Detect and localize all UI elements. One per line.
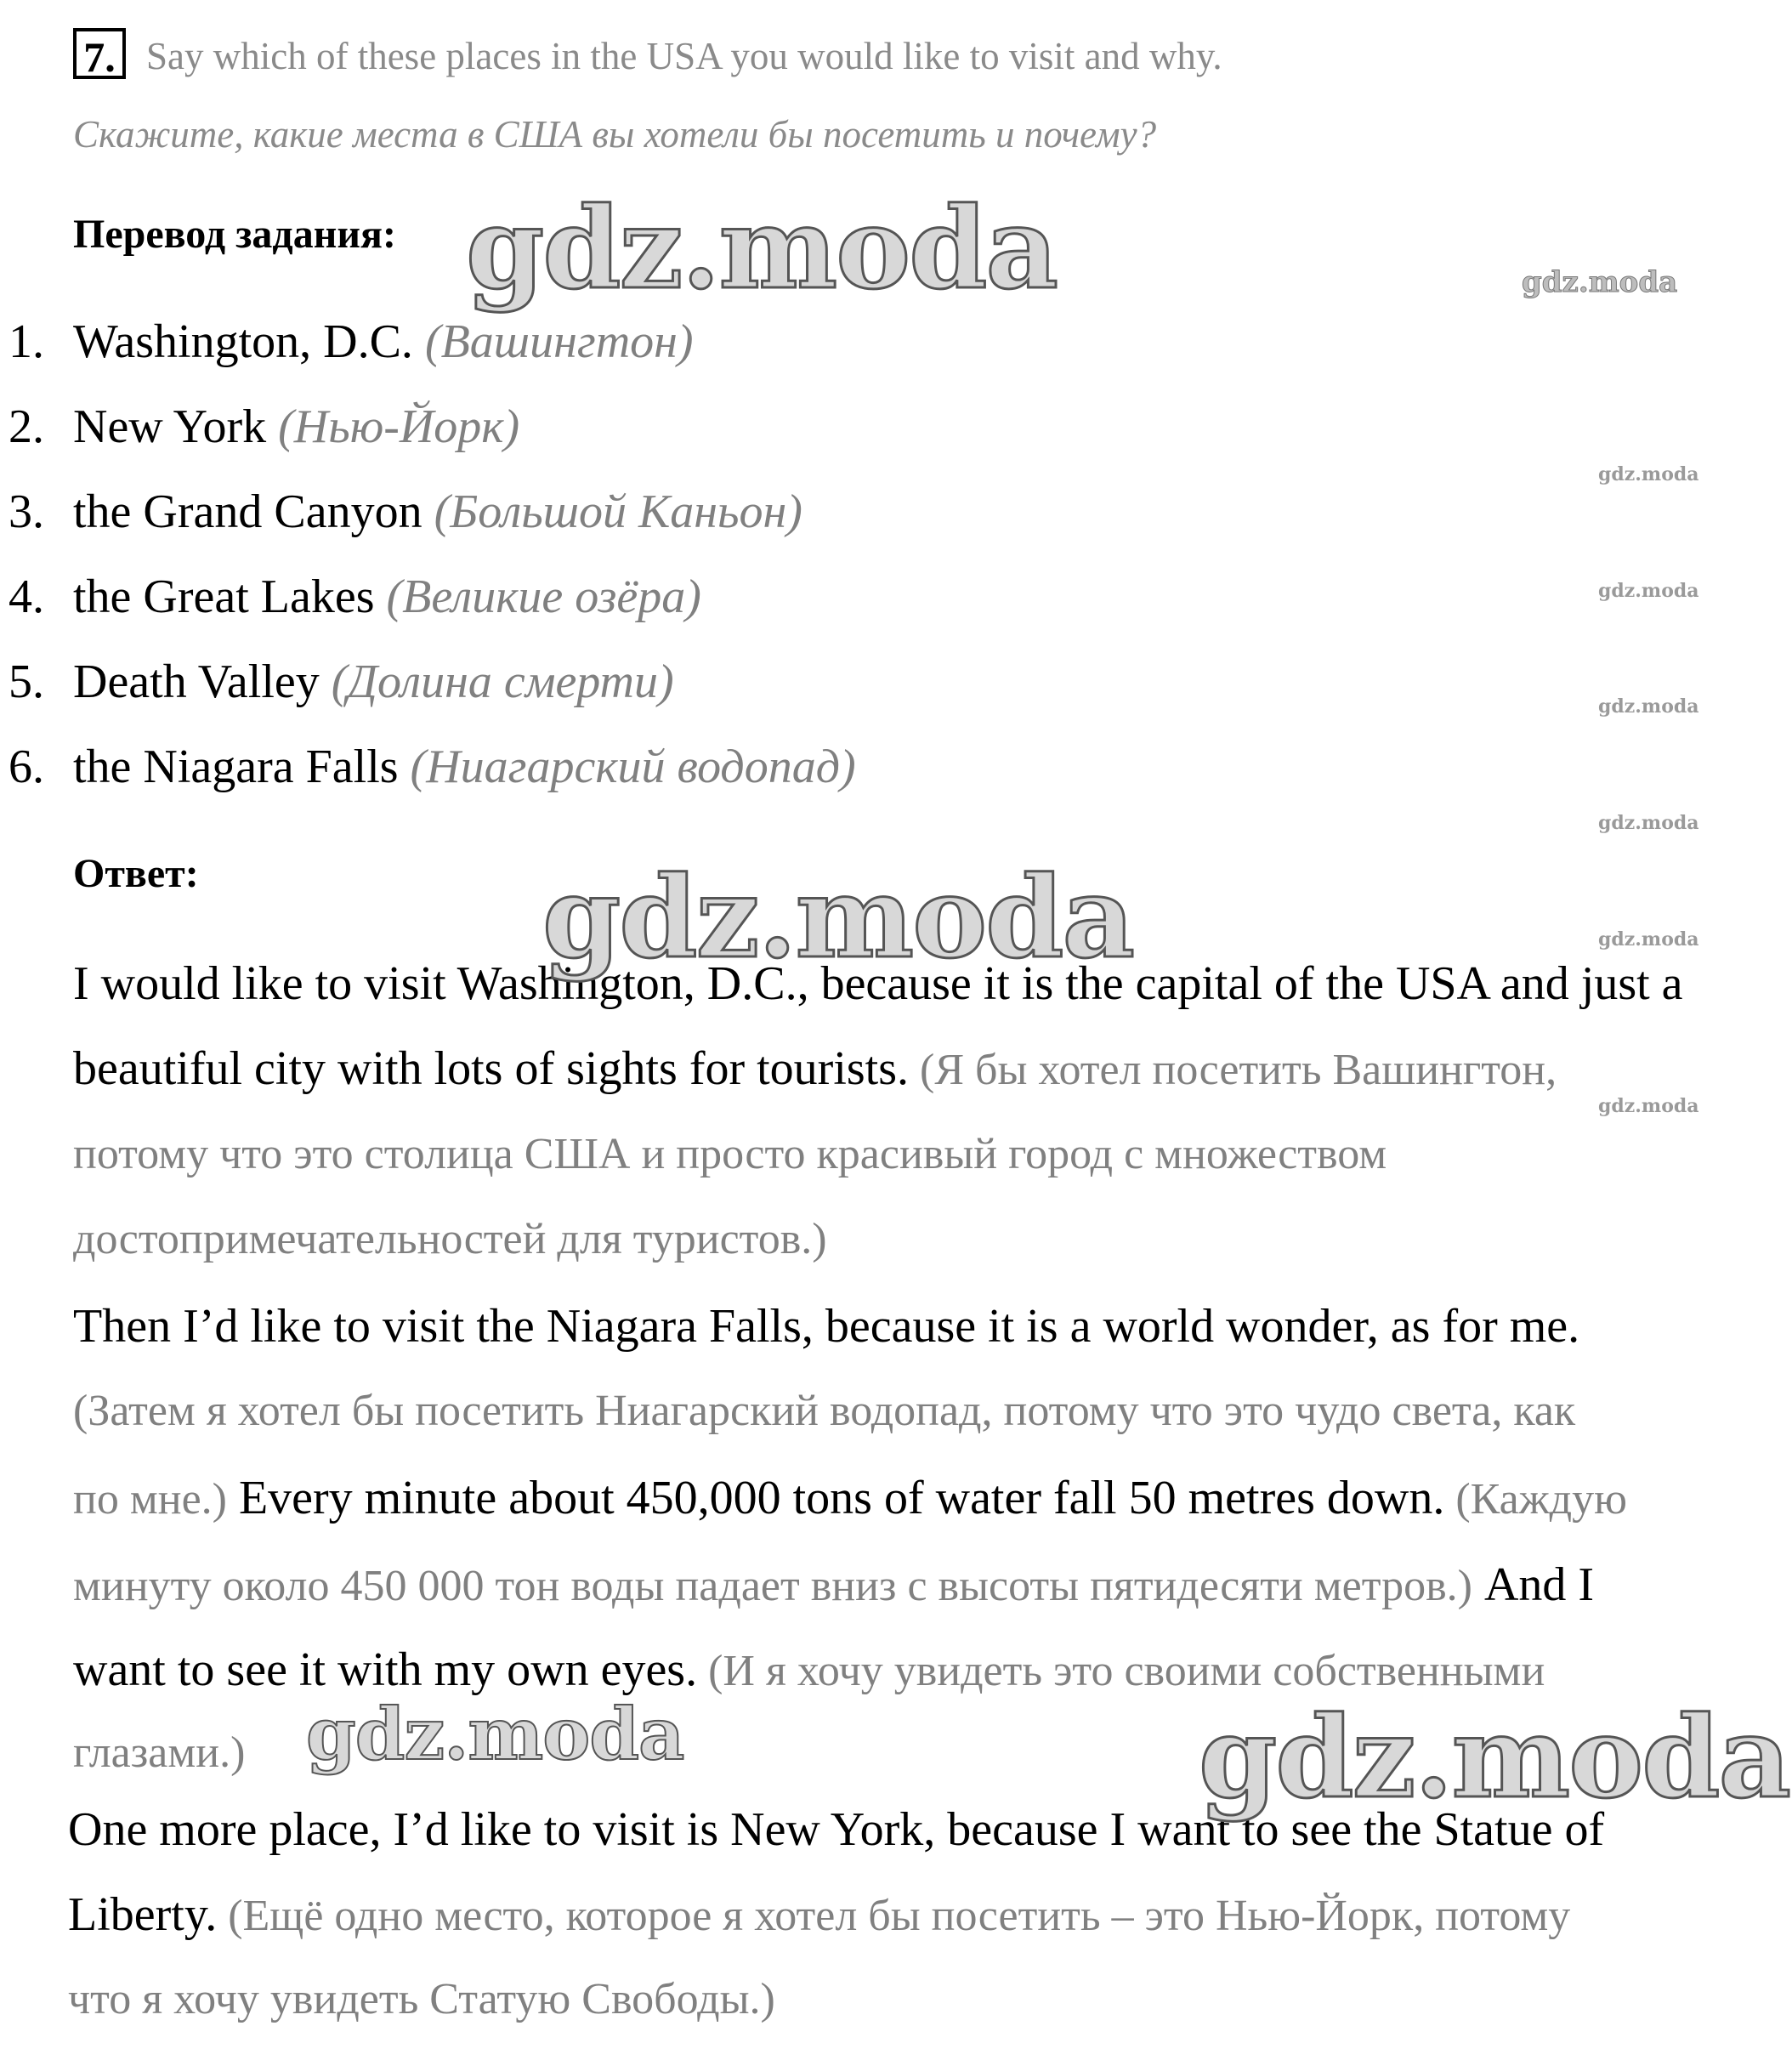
answer-line — [68, 1887, 1570, 1942]
answer-line — [73, 1471, 1627, 1525]
list-number: 4. — [9, 570, 44, 623]
answer-ru: (Ещё одно место, которое я хотел бы посетить – это Нью-Йорк, потому — [217, 1892, 1571, 1940]
translation-heading: Перевод задания: — [73, 212, 396, 257]
watermark-logo: gdz.moda — [1598, 695, 1699, 718]
place-name-en: the Grand Canyon — [73, 485, 422, 538]
place-name-en: Washington, D.C. — [73, 315, 413, 368]
list-item — [0, 740, 1020, 799]
watermark-logo: gdz.moda — [542, 852, 1134, 984]
place-name-ru: (Долина смерти) — [331, 655, 674, 708]
watermark-logo: gdz.moda — [1598, 580, 1699, 602]
watermark-logo: gdz.moda — [1598, 812, 1699, 834]
watermark-logo: gdz.moda — [306, 1692, 684, 1776]
list-number: 6. — [9, 741, 44, 793]
answer-line — [73, 1386, 1575, 1436]
place-name-en: the Niagara Falls — [73, 741, 399, 793]
watermark-logo: gdz.moda — [1522, 265, 1678, 299]
place-name-en: the Great Lakes — [73, 570, 375, 623]
answer-ru: по мне.) — [73, 1475, 227, 1524]
place-name-en: Death Valley — [73, 655, 320, 708]
answer-en: One more place, I’d like to visit is New York, because I want to see the Statue of — [68, 1803, 1605, 1856]
answer-line — [73, 1129, 1387, 1179]
place-name-ru: (Вашингтон) — [424, 315, 694, 368]
list-item — [0, 400, 1020, 459]
task-instruction-ru: Скажите, какие места в США вы хотели бы посетить и почему? — [73, 113, 1157, 156]
watermark-logo: gdz.moda — [1598, 1095, 1699, 1117]
watermark-logo: gdz.moda — [1598, 928, 1699, 951]
place-name-en: New York — [73, 400, 267, 453]
list-number: 5. — [9, 655, 44, 708]
place-name-ru: (Великие озёра) — [386, 570, 701, 623]
list-number: 1. — [9, 315, 44, 368]
answer-en: want to see it with my own eyes. — [73, 1643, 698, 1696]
answer-line — [73, 1041, 1557, 1096]
watermark-logo: gdz.moda — [1598, 463, 1699, 485]
list-item — [0, 655, 1020, 714]
answer-en: Then I’d like to visit the Niagara Falls, because it is a world wonder, as for me. — [73, 1300, 1580, 1353]
answer-ru: что я хочу увидеть Статую Свободы.) — [68, 1975, 775, 2023]
answer-ru: минуту около 450 000 тон воды падает вниз с высоты пятидесяти метров.) — [73, 1562, 1472, 1610]
answer-ru: глазами.) — [73, 1728, 246, 1777]
answer-en: I would like to visit Washington, D.C., because it is the capital of the USA and just a — [73, 957, 1683, 1010]
answer-line — [73, 1214, 827, 1264]
list-item — [0, 485, 1020, 544]
answer-line — [73, 1643, 1545, 1697]
watermark-logo: gdz.moda — [466, 183, 1058, 315]
answer-ru: (Затем я хотел бы посетить Ниагарский водопад, потому что это чудо света, как — [73, 1387, 1576, 1435]
list-number: 2. — [9, 400, 44, 453]
answer-line — [73, 1558, 1594, 1612]
answer-line — [73, 1299, 1579, 1353]
answer-ru: (Я бы хотел посетить Вашингтон, — [909, 1046, 1557, 1094]
answer-ru: (И я хочу увидеть это своими собственными — [697, 1647, 1545, 1695]
answer-ru: (Каждую — [1444, 1475, 1627, 1524]
answer-heading: Ответ: — [73, 851, 199, 896]
answer-en: Liberty. — [68, 1888, 218, 1941]
answer-line — [68, 1974, 775, 2024]
answer-line — [73, 1728, 245, 1778]
place-name-ru: (Ниагарский водопад) — [410, 741, 856, 793]
task-number: 7. — [73, 28, 126, 79]
answer-en: And I — [1472, 1558, 1595, 1611]
task-instruction-en: Say which of these places in the USA you would like to visit and why. — [146, 35, 1222, 77]
place-name-ru: (Большой Каньон) — [434, 485, 802, 538]
list-item — [0, 570, 1020, 629]
answer-en: Every minute about 450,000 tons of water fall 50 metres down. — [226, 1472, 1445, 1524]
answer-ru: достопримечательностей для туристов.) — [73, 1215, 827, 1263]
place-name-ru: (Нью-Йорк) — [278, 400, 520, 453]
list-item — [0, 315, 1020, 374]
list-number: 3. — [9, 485, 44, 538]
watermark-logo: gdz.moda — [1199, 1692, 1790, 1824]
answer-en: beautiful city with lots of sights for tourists. — [73, 1042, 910, 1095]
answer-ru: потому что это столица США и просто красивый город с множеством — [73, 1130, 1387, 1178]
